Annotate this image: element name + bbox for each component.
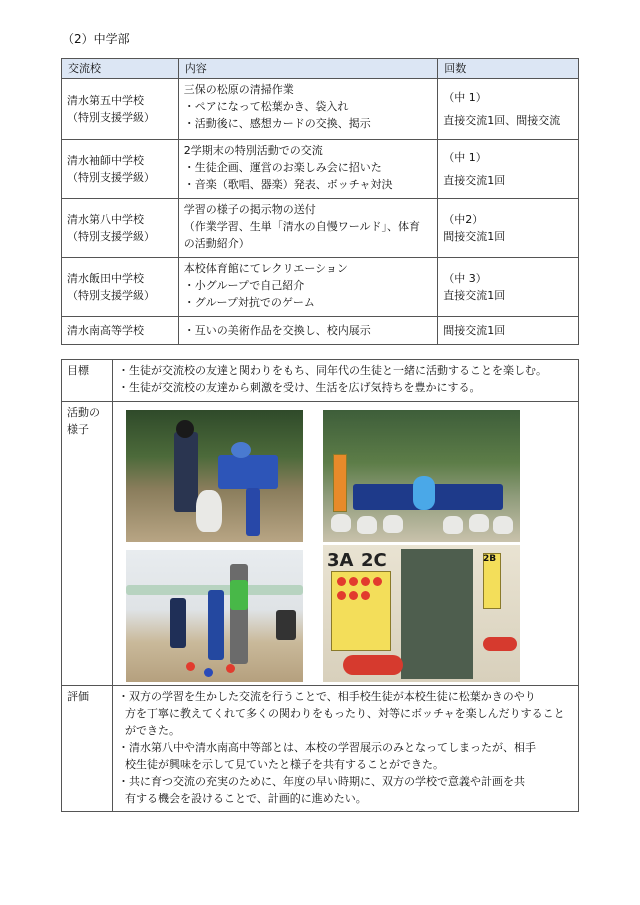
evaluation-row (62, 686, 579, 812)
count-cell (438, 317, 579, 345)
content-line: （作業学習、生単「清水の自慢ワールド」、体育 (183, 220, 421, 234)
goal-label: 目標 (62, 360, 113, 402)
school-name: 清水袖師中学校 (67, 154, 144, 167)
content-line: 2学期末の特別活動での交流 (183, 144, 323, 158)
eval-line: 方を丁寧に教えてくれて多くの関わりをもったり、対等にボッチャを楽しんだりすること (125, 707, 565, 721)
content-line: の活動紹介） (183, 237, 250, 251)
exchange-table (61, 58, 579, 345)
small-sign-text: 2B (483, 554, 497, 564)
content-line: ・ペアになって松葉かき、袋入れ (183, 100, 349, 114)
header-count: 回数 (438, 59, 579, 79)
table-row (62, 140, 579, 199)
count-cell (438, 258, 579, 317)
school-name: 清水南高等学校 (67, 324, 144, 338)
content-line: 学習の様子の掲示物の送付 (183, 203, 316, 217)
count-cell (438, 199, 579, 258)
count-cell (438, 79, 579, 140)
school-cell (62, 317, 179, 345)
content-line: 本校体育館にてレクリエーション (183, 262, 348, 276)
content-line: ・小グループで自己紹介 (183, 279, 305, 293)
table-row (62, 317, 579, 345)
count-value: 間接交流1回 (443, 230, 506, 244)
header-school: 交流校 (62, 59, 179, 79)
count-grade: （中 1） (443, 151, 487, 164)
activity-photos (113, 402, 578, 685)
photo-display-board (323, 545, 520, 682)
school-cell (62, 199, 179, 258)
summary-table (61, 359, 579, 812)
content-cell (178, 199, 437, 258)
school-name: 清水第八中学校 (67, 213, 144, 226)
content-line: ・グループ対抗でのゲーム (183, 296, 315, 310)
goal-line: ・生徒が交流校の友達から刺激を受け、生活を広げ気持ちを豊かにする。 (118, 381, 481, 395)
content-line: 三保の松原の清掃作業 (183, 83, 294, 97)
photo-group-mascot (323, 410, 520, 542)
goal-line: ・生徒が交流校の友達と関わりをもち、同年代の生徒と一緒に活動することを楽しむ。 (118, 364, 547, 377)
eval-cell (113, 686, 579, 812)
school-class: （特別支援学級） (67, 111, 155, 125)
table-row (62, 199, 579, 258)
content-cell (178, 140, 437, 199)
eval-line: 有する機会を設けることで、計画的に進めたい。 (125, 792, 367, 806)
content-line: ・互いの美術作品を交換し、校内展示 (183, 324, 371, 338)
count-value: 直接交流1回 (443, 289, 506, 303)
table-header-row (62, 59, 579, 79)
table-row (62, 258, 579, 317)
eval-line: 校生徒が興味を示して見ていたと様子を共有することができた。 (125, 758, 444, 772)
photo-pine-cleanup (126, 410, 303, 542)
school-cell (62, 140, 179, 199)
eval-line: ・双方の学習を生かした交流を行うことで、相手校生徒が本校生徒に松葉かきのやり (118, 690, 536, 703)
activity-label (62, 402, 113, 686)
content-line: ・音楽（歌唱、器楽）発表、ボッチャ対決 (183, 178, 393, 192)
count-value: 直接交流1回 (443, 174, 506, 188)
goal-cell (113, 360, 579, 402)
school-class: （特別支援学級） (67, 171, 155, 185)
content-cell (178, 258, 437, 317)
count-value: 間接交流1回 (443, 324, 506, 338)
content-line: ・生徒企画、運営のお楽しみ会に招いた (183, 161, 382, 175)
eval-item (118, 739, 573, 773)
eval-line: ・共に育つ交流の充実のために、年度の早い時期に、双方の学校で意義や計画を共 (118, 775, 525, 789)
section-title: （2）中学部 (62, 32, 130, 46)
school-name: 清水第五中学校 (67, 94, 144, 107)
table-row (62, 79, 579, 140)
class-sign-text-2: 2C (361, 550, 387, 571)
photos-cell (113, 402, 579, 686)
header-content: 内容 (178, 59, 437, 79)
eval-item (118, 688, 573, 739)
class-sign-text: 3A (327, 550, 354, 571)
count-grade: （中 1） (443, 91, 487, 104)
content-line: ・活動後に、感想カードの交換、掲示 (183, 117, 371, 131)
content-cell (178, 79, 437, 140)
photo-boccia-gym (126, 550, 303, 682)
activity-label-line: 活動の (67, 406, 100, 419)
activity-row (62, 402, 579, 686)
goal-row (62, 360, 579, 402)
school-class: （特別支援学級） (67, 230, 155, 244)
eval-line: ・清水第八中や清水南高中等部とは、本校の学習展示のみとなってしまったが、相手 (118, 741, 536, 755)
activity-label-line: 様子 (67, 423, 89, 437)
eval-label: 評価 (62, 686, 113, 812)
count-cell (438, 140, 579, 199)
count-grade: （中 3） (443, 272, 487, 285)
content-cell (178, 317, 437, 345)
count-value: 直接交流1回、間接交流 (443, 114, 561, 128)
eval-line: ができた。 (125, 724, 180, 738)
eval-item (118, 773, 573, 807)
school-class: （特別支援学級） (67, 289, 155, 303)
count-grade: （中2） (443, 213, 484, 226)
school-cell (62, 79, 179, 140)
school-name: 清水飯田中学校 (67, 272, 144, 285)
school-cell (62, 258, 179, 317)
